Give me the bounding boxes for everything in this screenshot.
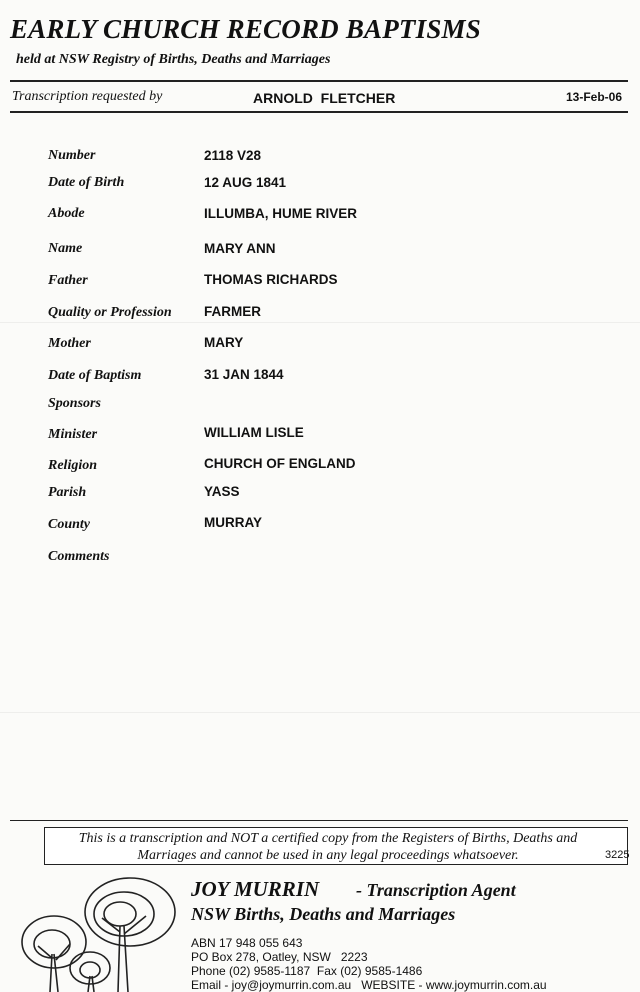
field-value-religion: CHURCH OF ENGLAND xyxy=(204,456,356,471)
request-date: 13-Feb-06 xyxy=(566,90,623,104)
field-value-profession: FARMER xyxy=(204,304,261,319)
field-value-minister: WILLIAM LISLE xyxy=(204,425,304,440)
field-label-county: County xyxy=(48,517,91,532)
contact-abn: ABN 17 948 055 643 xyxy=(191,936,303,950)
field-label-sponsors: Sponsors xyxy=(48,396,101,411)
field-value-abode: ILLUMBA, HUME RIVER xyxy=(204,206,357,221)
field-label-name: Name xyxy=(48,241,83,256)
field-value-date-of-birth: 12 AUG 1841 xyxy=(204,175,287,190)
field-label-mother: Mother xyxy=(48,336,91,351)
contact-phone: Phone (02) 9585-1187 Fax (02) 9585-1486 xyxy=(191,964,423,978)
requester-name: ARNOLD FLETCHER xyxy=(253,90,396,106)
field-value-parish: YASS xyxy=(204,484,240,499)
footer-rule xyxy=(10,820,628,821)
request-label: Transcription requested by xyxy=(12,89,163,104)
field-label-date-of-birth: Date of Birth xyxy=(48,175,125,190)
disclaimer-line-1: This is a transcription and NOT a certified copy from the Registers of Births, Deaths and xyxy=(78,831,578,846)
disclaimer-text xyxy=(45,830,611,864)
disclaimer-box xyxy=(44,827,628,865)
form-code: 3225 xyxy=(605,849,630,861)
disclaimer-line-2: Marriages and cannot be used in any legal proceedings whatsoever. xyxy=(137,848,519,863)
field-value-father: THOMAS RICHARDS xyxy=(204,272,338,287)
paper-fold-line xyxy=(0,322,640,323)
header-top-rule xyxy=(10,80,628,82)
field-label-religion: Religion xyxy=(48,458,98,473)
header-bottom-rule xyxy=(10,111,628,113)
paper-fold-line xyxy=(0,712,640,713)
field-label-comments: Comments xyxy=(48,549,110,564)
agent-subtitle: NSW Births, Deaths and Marriages xyxy=(191,904,456,924)
field-value-name: MARY ANN xyxy=(204,241,276,256)
field-label-date-of-baptism: Date of Baptism xyxy=(48,368,142,383)
field-value-number: 2118 V28 xyxy=(204,148,262,163)
field-label-parish: Parish xyxy=(48,485,87,500)
contact-email[interactable]: Email - joy@joymurrin.com.au WEBSITE - www.joymurrin.com.au xyxy=(191,978,547,992)
agent-role: - Transcription Agent xyxy=(356,880,516,900)
field-value-county: MURRAY xyxy=(204,515,263,530)
agent-name: JOY MURRIN xyxy=(191,877,320,901)
trees-logo-icon xyxy=(12,872,182,992)
field-label-father: Father xyxy=(48,273,88,288)
field-label-minister: Minister xyxy=(48,427,98,442)
document-title: EARLY CHURCH RECORD BAPTISMS xyxy=(10,14,481,44)
field-value-mother: MARY xyxy=(204,335,244,350)
field-label-abode: Abode xyxy=(48,206,85,221)
contact-address: PO Box 278, Oatley, NSW 2223 xyxy=(191,950,368,964)
field-label-profession: Quality or Profession xyxy=(48,305,172,320)
field-label-number: Number xyxy=(48,148,96,163)
document-subtitle: held at NSW Registry of Births, Deaths and Marriages xyxy=(16,52,331,67)
field-value-date-of-baptism: 31 JAN 1844 xyxy=(204,367,284,382)
